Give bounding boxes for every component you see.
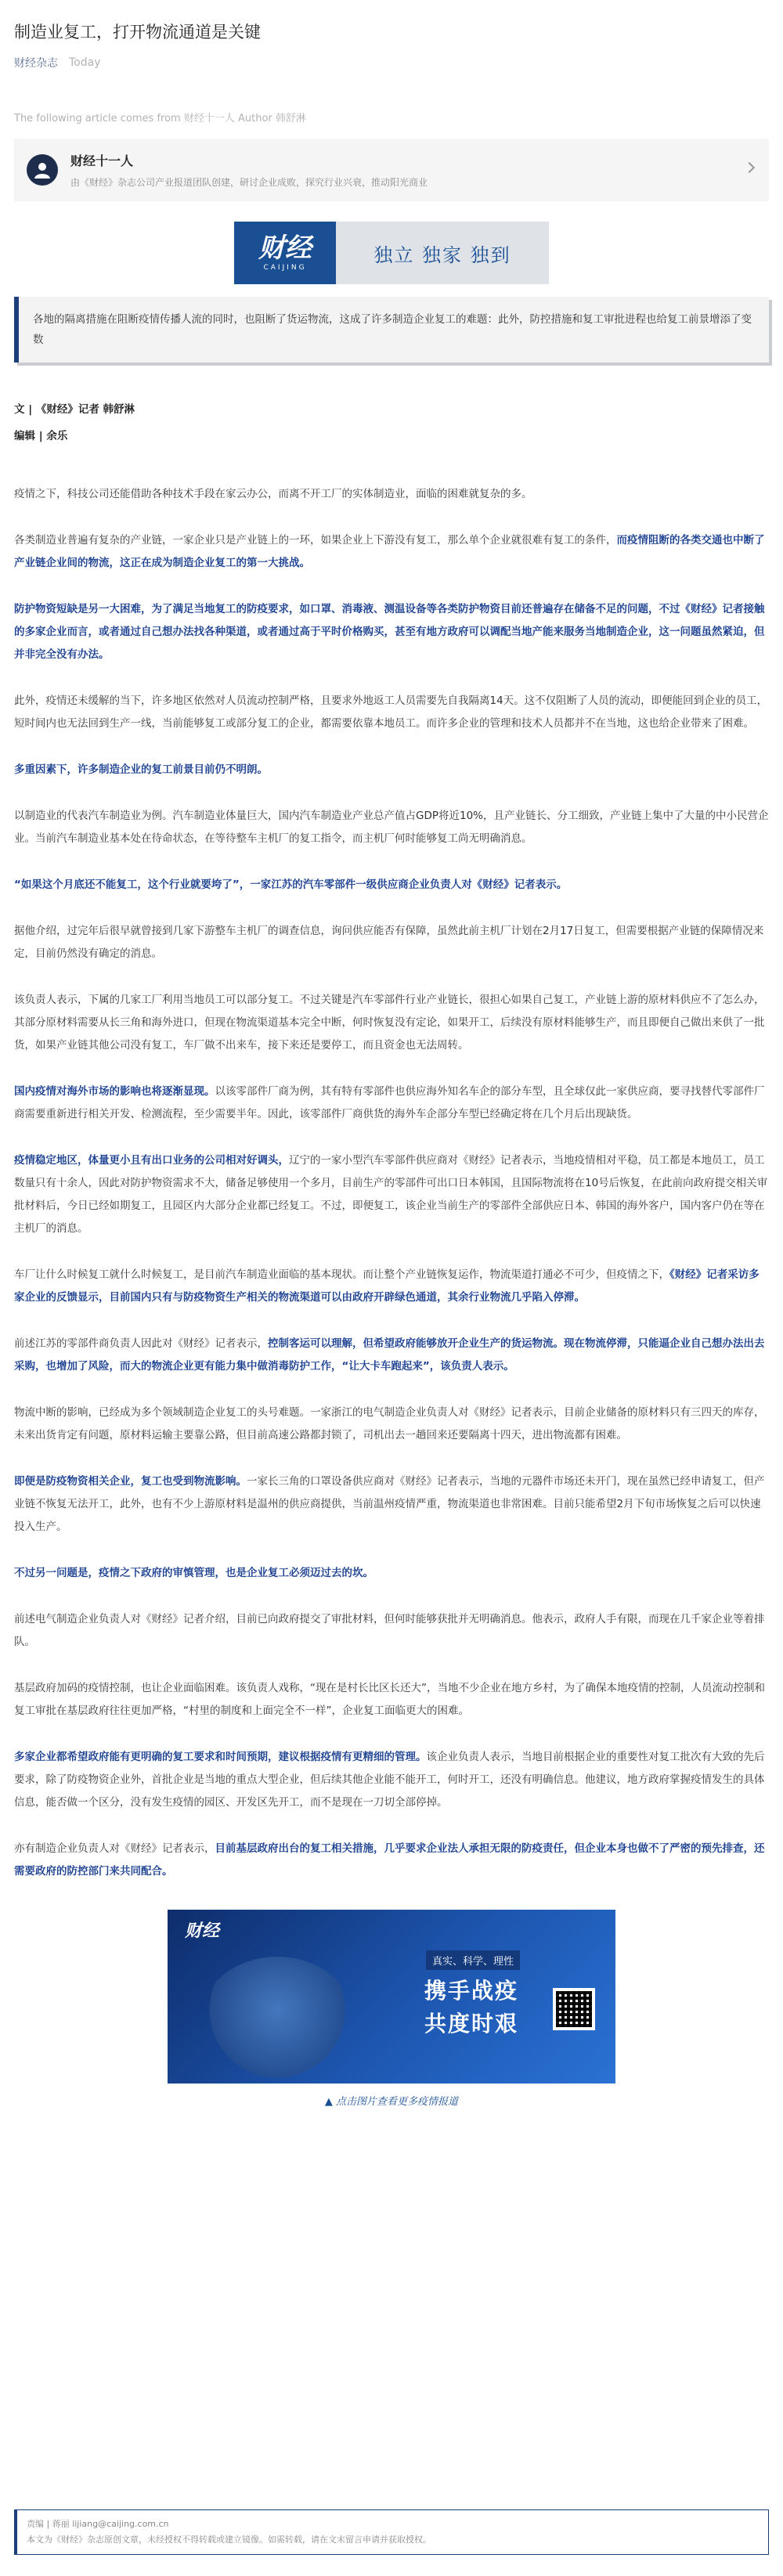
account-description: 由《财经》杂志公司产业报道团队创建，研讨企业成败，探究行业兴衰，推动阳光商业 — [70, 177, 428, 188]
paragraph — [14, 1677, 769, 1723]
banner-line2: 共度时艰 — [424, 2011, 519, 2037]
highlighted-text: 而疫情阻断的各类交通也中断了产业链企业间的物流，这正在成为制造企业复工的第一大挑战。 — [14, 534, 765, 569]
body-text: 辽宁的一家小型汽车零部件供应商对《财经》记者表示，当地疫情相对平稳，员工都是本地员工，员工数量只有十余人，因此对防护物资需求不大，储备足够使用一个多月，目前生产的零部件可出口日本韩国，且国际物流将在10号后恢复，在此前向政府提交相关审批材料后，今日已经如期复工，且园区内大部分企业都已经复工。不过，即便复工，该企业当前生产的零部件全部供应日本、韩国的海外客户，国内客户仍在等在主机厂的消息。 — [14, 1154, 768, 1235]
highlighted-text: “如果这个月底还不能复工，这个行业就要垮了”，一家江苏的汽车零部件一级供应商企业负责人对《财经》记者表示。 — [14, 879, 568, 891]
paragraph — [14, 529, 769, 575]
highlighted-text: 防护物资短缺是另一大困难，为了满足当地复工的防疫要求，如口罩、消毒液、测温设备等各类防护物资目前还普遍存在储备不足的问题，不过《财经》记者接触的多家企业而言，或者通过自己想办法找各种渠道，或者通过高于平时价格购买，甚至有地方政府可以调配当地产能来服务当地制造企业，这一问题虽然紧迫，但并非完全没有办法。 — [14, 603, 765, 661]
source-link[interactable]: 财经杂志 — [14, 57, 58, 70]
body-text: 前述电气制造企业负责人对《财经》记者介绍，目前已向政府提交了审批材料，但何时能够获批并无明确消息。他表示，政府人手有限，而现在几千家企业等着排队。 — [14, 1613, 765, 1648]
highlighted-text: 《财经》记者采访多家企业的反馈显示，目前国内只有与防疫物资生产相关的物流渠道可以由政府开辟绿色通道，其余行业物流几乎陷入停滞。 — [14, 1268, 760, 1304]
paragraph — [14, 1838, 769, 1883]
attribution-text: The following article comes from 财经十一人 Author 韩舒淋 — [14, 113, 306, 124]
caijing-logo: 财经 CAIJING — [234, 222, 336, 284]
highlighted-text: 目前基层政府出台的复工相关措施，几乎要求企业法人承担无限的防疫责任，但企业本身也做不了严密的预先排查，还需要政府的防控部门来共同配合。 — [14, 1842, 765, 1878]
body-text: 该企业负责人表示，当地目前根据企业的重要性对复工批次有大致的先后要求，除了防疫物资企业外，首批企业是当地的重点大型企业，但后续其他企业能不能开工，何时开工，还没有明确信息。他建议，地方政府掌握疫情发生的具体信息，能否做一个区分，没有发生疫情的园区、开发区先开工，而不是现在一刀切全部停掉。 — [14, 1751, 765, 1809]
highlighted-text: 即便是防疫物资相关企业，复工也受到物流影响。 — [14, 1475, 247, 1488]
copyright-line: 本文为《财经》杂志原创文章，未经授权不得转载或建立镜像。如需转载，请在文末留言申请并获取授权。 — [27, 2535, 431, 2545]
paragraph — [14, 874, 769, 897]
editor-note — [14, 2509, 769, 2555]
body-text: 基层政府加码的疫情控制，也让企业面临困难。该负责人戏称，“现在是村长比区长还大”，当地不少企业在地方乡村，为了确保本地疫情的控制，人员流动控制和复工审批在基层政府往往更加严格，“村里的制度和上面完全不一样”，企业复工面临更大的困难。 — [14, 1682, 765, 1717]
summary-box: 各地的隔离措施在阻断疫情传播人流的同时，也阻断了货运物流，这成了许多制造企业复工的难题：此外，防控措施和复工审批进程也给复工前景增添了变数 — [14, 297, 769, 363]
article-body — [14, 483, 769, 1883]
article-meta — [14, 55, 769, 70]
paragraph — [14, 920, 769, 965]
paragraph — [14, 690, 769, 735]
editor-byline: 编辑 | 余乐 — [14, 430, 68, 442]
paragraph — [14, 1746, 769, 1814]
person-icon — [27, 154, 58, 186]
body-text: 亦有制造企业负责人对《财经》记者表示， — [14, 1842, 215, 1855]
paragraph — [14, 1608, 769, 1654]
banner-line1: 携手战疫 — [424, 1978, 519, 2004]
footer-logo: 财经 — [185, 1921, 220, 1941]
highlighted-text: 多重因素下，许多制造企业的复工前景目前仍不明朗。 — [14, 763, 268, 776]
banner-tag: 真实、科学、理性 — [426, 1950, 520, 1970]
editor-line: 责编 | 蒋丽 lijiang@caijing.com.cn — [27, 2519, 169, 2529]
paragraph — [14, 598, 769, 666]
body-text: 各类制造业普遍有复杂的产业链，一家企业只是产业链上的一环，如果企业上下游没有复工，那么单个企业就很难有复工的条件， — [14, 534, 617, 547]
body-text: 以制造业的代表汽车制造业为例。汽车制造业体量巨大，国内汽车制造业产业总产值占GDP将近10%，且产业链长、分工细致，产业链上集中了大量的中小民营企业。当前汽车制造业基本处在待命状态，在等待整车主机厂的复工指令，而主机厂何时能够复工尚无明确消息。 — [14, 810, 769, 845]
paragraph — [14, 1081, 769, 1126]
publish-date: Today — [69, 56, 101, 69]
body-text: 疫情之下，科技公司还能借助各种技术手段在家云办公，而离不开工厂的实体制造业，面临的困难就复杂的多。 — [14, 488, 532, 500]
body-text: 物流中断的影响，已经成为多个领域制造企业复工的头号难题。一家浙江的电气制造企业负责人对《财经》记者表示，目前企业储备的原材料只有三四天的库存，未来出货肯定有问题，原材料运输主要靠公路，但目前高速公路都封锁了，司机出去一趟回来还要隔离十四天，进出物流都有困难。 — [14, 1406, 765, 1441]
brand-banner — [14, 222, 769, 284]
paragraph — [14, 1149, 769, 1240]
paragraph — [14, 1264, 769, 1309]
banner-slogan: 独立 独家 独到 — [336, 222, 549, 284]
paragraph — [14, 483, 769, 506]
body-text: 车厂让什么时候复工就什么时候复工，是目前汽车制造业面临的基本现状。而让整个产业链恢复运作，物流渠道打通必不可少，但疫情之下， — [14, 1268, 669, 1281]
highlighted-text: 国内疫情对海外市场的影响也将逐渐显现。 — [14, 1085, 215, 1098]
author-byline: 文 | 《财经》记者 韩舒淋 — [14, 403, 135, 416]
paragraph — [14, 759, 769, 781]
account-name: 财经十一人 — [70, 153, 134, 168]
account-card[interactable] — [14, 139, 769, 201]
body-text: 该负责人表示，下属的几家工厂利用当地员工可以部分复工。不过关键是汽车零部件行业产业链长，很担心如果自己复工，产业链上游的原材料供应不了怎么办，其部分原材料需要从长三角和海外进口，但现在物流渠道基本完全中断，何时恢复没有定论，如果开工，后续没有原材料能够生产，而且即便自己做出来供了一批货，如果产业链其他公司没有复工，车厂做不出来车，接下来还是要停工，而且资金也无法周转。 — [14, 994, 765, 1052]
highlighted-text: 控制客运可以理解，但希望政府能够放开企业生产的货运物流。现在物流停滞，只能逼企业自己想办法出去采购，也增加了风险，而大的物流企业更有能力集中做消毒防护工作，“让大卡车跑起来”，该负责人表示。 — [14, 1337, 765, 1373]
paragraph — [14, 1402, 769, 1447]
highlighted-text: 疫情稳定地区，体量更小且有出口业务的公司相对好调头， — [14, 1154, 289, 1167]
mask-face-icon — [199, 1957, 355, 2084]
qr-code-icon — [553, 1988, 595, 2030]
highlighted-text: 不过另一问题是，疫情之下政府的审慎管理，也是企业复工必须迈过去的坎。 — [14, 1567, 373, 1579]
chevron-right-icon — [744, 162, 755, 173]
article-title: 制造业复工，打开物流通道是关键 — [14, 23, 261, 41]
paragraph — [14, 805, 769, 850]
paragraph — [14, 1470, 769, 1539]
paragraph — [14, 1562, 769, 1585]
paragraph — [14, 1333, 769, 1378]
highlighted-text: 多家企业都希望政府能有更明确的复工要求和时间预期，建议根据疫情有更精细的管理。 — [14, 1751, 427, 1763]
banner-caption[interactable]: ▲ 点击图片查看更多疫情报道 — [324, 2096, 459, 2108]
body-text: 一家长三角的口罩设备供应商对《财经》记者表示，当地的元器件市场还未开门，现在虽然已经申请复工，但产业链不恢复无法开工，此外，也有不少上游原材料是温州的供应商提供，当前温州疫情严重，物流渠道也非常困难。目前只能希望2月下旬市场恢复之后可以快速投入生产。 — [14, 1475, 765, 1533]
body-text: 据他介绍，过完年后很早就曾接到几家下游整车主机厂的调查信息，询问供应能否有保障，虽然此前主机厂计划在2月17日复工，但需要根据产业链的保障情况来定，目前仍然没有确定的消息。 — [14, 925, 764, 960]
body-text: 以该零部件厂商为例，其有特有零部件也供应海外知名车企的部分车型，且全球仅此一家供应商，要寻找替代零部件厂商需要重新进行相关开发、检测流程，至少需要半年。因此，该零部件厂商供货的海外车企部分车型已经确定将在几个月后出现缺货。 — [14, 1085, 765, 1120]
footer-banner-wrap[interactable] — [14, 1910, 769, 2084]
epidemic-banner[interactable] — [168, 1910, 615, 2084]
paragraph — [14, 989, 769, 1057]
body-text: 此外，疫情还未缓解的当下，许多地区依然对人员流动控制严格，且要求外地返工人员需要先自我隔离14天。这不仅阻断了人员的流动，即便能回到企业的员工，短时间内也无法回到生产一线，当前能够复工或部分复工的企业，都需要依靠本地员工。而许多企业的管理和技术人员都并不在当地，这也给企业带来了困难。 — [14, 695, 768, 730]
body-text: 前述江苏的零部件商负责人因此对《财经》记者表示， — [14, 1337, 268, 1350]
